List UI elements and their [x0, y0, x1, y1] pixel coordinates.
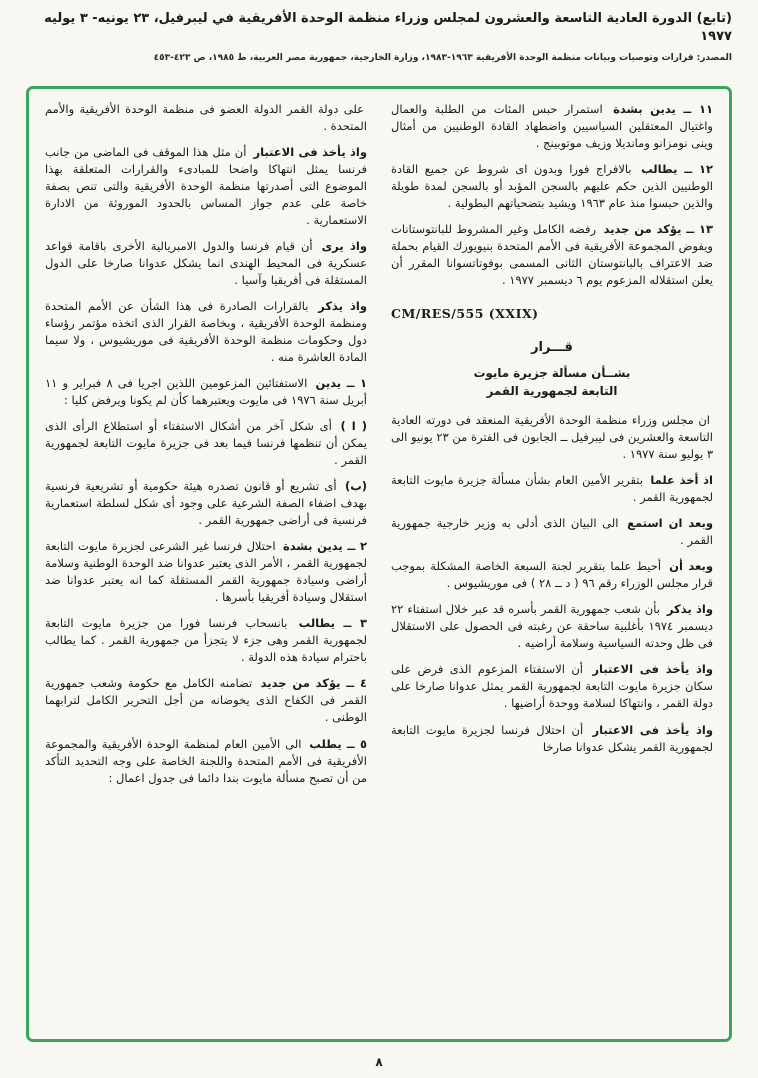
paragraph-lead: ٤ ــ يؤكد من جديد	[260, 676, 367, 691]
operative-item-5	[45, 736, 367, 787]
item-text: رفضه الكامل وغير المشروط للبانتوستانات ويفوض المجموعة الأفريقية فى الأمم المتحدة بنيويورك القيام بحملة ضد الاعتراف بالبانتوستان الثانى المسمى بوفوتاتسوانا المقرر أن يعلن استقلاله المزعوم يوم ٦ ديسمبر ١٩٧٧ .	[391, 222, 713, 288]
paragraph-lead: ١ ــ يدين	[315, 376, 368, 391]
preamble-paragraph	[391, 601, 713, 652]
paragraph-text: أى شكل آخر من أشكال الاستفتاء أو استطلاع الرأى الذى يمكن أن تنظمها فرنسا فيما بعد فى جزيرة مايوت التابعة لجمهورية القمر .	[45, 419, 367, 468]
paragraph-text: احتلال فرنسا غير الشرعى لجزيرة مايوت التابعة لجمهورية القمر ، الأمر الذى يعتبر عدوانا ضد الوحدة الوطنية وسلامة أراضى وسيادة جمهورية القمر المستقلة كما انه يعتبر عدوانا ضد استقلال وسيادة أفريقيا بأسرها .	[45, 539, 367, 605]
item-text: استمرار حبس المئات من الطلبة والعمال واغتيال المعتقلين السياسيين واضطهاد القادة الوطنيين من أمثال وينى نومزانو ومانديلا وزيف موتوبينج .	[391, 102, 713, 151]
paragraph-lead: واذ يأخذ فى الاعتبار	[592, 722, 713, 737]
right-column	[391, 101, 713, 1027]
item-lead: ١١ ــ يدين بشدة	[613, 102, 714, 116]
paragraph-lead: واذ يرى	[321, 239, 367, 254]
operative-item-4	[45, 675, 367, 726]
paragraph-lead: وبعد أن	[669, 559, 713, 574]
item-lead: ١٢ ــ يطالب	[641, 162, 713, 177]
preamble-paragraph	[391, 515, 713, 549]
paragraph-text: الاستفتائين المزعومين اللذين اجريا فى ٨ فبراير و ١١ أبريل سنة ١٩٧٦ فى مايوت ويعتبرهما كأن لم يكونا ويرفض كليا :	[45, 376, 367, 408]
page-number: ٨	[375, 1055, 383, 1069]
preamble-paragraph	[391, 558, 713, 592]
paragraph-text: بأن شعب جمهورية القمر بأسره قد عبر خلال استفتاء ٢٢ ديسمبر ١٩٧٤ بأغلبية ساحقة عن رغبته فى الحصول على الاستقلال فى ظل وحدته السياسية وسلامة أراضيه .	[391, 602, 713, 651]
operative-item-3	[45, 615, 367, 666]
preamble-paragraph	[45, 238, 367, 289]
paragraph-text: بتقرير الأمين العام بشأن مسألة جزيرة مايوت التابعة لجمهورية القمر .	[391, 473, 713, 505]
header-title: (تابع) الدورة العادية التاسعة والعشرون لمجلس وزراء منظمة الوحدة الأفريقية في ليبرفيل، ٢٣ يونيه- ٣ يوليه ١٩٧٧	[44, 11, 732, 45]
paragraph-text: بانسحاب فرنسا فورا من جزيرة مايوت التابعة لجمهورية القمر وهى جزء لا يتجزأ من جمهورية القمر . كما يطالب باحترام سيادة هذه الدولة .	[45, 616, 367, 665]
paragraph-lead: واذ يذكر	[318, 299, 367, 314]
paragraph-lead: ٣ ــ يطالب	[298, 616, 368, 631]
operative-item-1	[45, 375, 367, 409]
document-green-frame	[26, 86, 732, 1042]
preamble-paragraph	[45, 298, 367, 366]
paragraph-text: أحيط علما بتقرير لجنة السبعة الخاصة المشكلة بموجب قرار مجلس الوزراء رقم ٩٦ ( د ــ ٢٨ ) فى موريشيوس .	[391, 559, 713, 591]
resolution-subheading-line1: بشــأن مسألة جزيرة مايوت	[473, 365, 631, 380]
left-column	[45, 101, 367, 1027]
paragraph-lead: ٢ ــ يدين بشدة	[282, 539, 368, 554]
preamble-paragraph	[45, 144, 367, 229]
paragraph-text: أن قيام فرنسا والدول الامبريالية الأخرى باقامة قواعد عسكرية فى المحيط الهندى انما يشكل عدوانا صارخا على الدول المستقلة فى أفريقيا وآسيا .	[45, 239, 367, 288]
item-text: بالافراج فورا وبدون اى شروط عن جميع القادة الوطنيين الذين حكم عليهم بالسجن المؤبد أو بالسجن لمدة طويلة والذين حبسوا منذ عام ١٩٦٣ ويشيد بتضحياتهم البطولية .	[391, 162, 713, 211]
resolution-subheading-line2: التابعة لجمهورية القمر	[486, 383, 618, 398]
paragraph-lead: (ب)	[344, 479, 368, 494]
operative-subitem-b	[45, 478, 367, 529]
paragraph-text: أن الاستفتاء المزعوم الذى فرض على سكان جزيرة مايوت التابعة لجمهورية القمر يمثل عدوانا صارخا على دولة القمر ، وانتهاكا لسلامة ووحدة أراضيها .	[391, 662, 713, 711]
item-lead: ١٣ ــ يؤكد من جديد	[603, 222, 714, 237]
resolution-item-12	[391, 161, 713, 212]
paragraph-lead: واذ يأخذ فى الاعتبار	[592, 662, 713, 677]
paragraph-text: أن احتلال فرنسا لجزيرة مايوت التابعة لجمهورية القمر يشكل عدوانا صارخا	[391, 722, 713, 754]
resolution-item-13	[391, 221, 713, 289]
paragraph-lead: واذ يذكر	[666, 602, 714, 617]
paragraph-text: الى البيان الذى أدلى به وزير خارجية جمهورية القمر .	[391, 516, 713, 548]
header-source-line: المصدر: قرارات وتوصيات وبيانات منظمة الوحدة الأفريقية ١٩٦٣-١٩٨٣، وزارة الخارجية، جمهورية مصر العربية، ط ١٩٨٥، ص ٤٢٣-٤٥٣	[153, 53, 732, 64]
preamble-paragraph	[391, 661, 713, 712]
paragraph-text: بالقرارات الصادرة فى هذا الشأن عن الأمم المتحدة ومنظمة الوحدة الأفريقية ، وبخاصة القرار الذى اتخذه مؤتمر رؤساء دول وحكومات منظمة الوحدة الأفريقية فى موريشيوس ، ولا سيما المادة العاشرة منه .	[45, 299, 367, 365]
operative-item-2	[45, 538, 367, 606]
preamble-paragraph	[391, 472, 713, 506]
operative-subitem-a	[45, 418, 367, 469]
paragraph-text: أى تشريع أو قانون تصدره هيئة حكومية أو تشريعية فرنسية بهدف اضفاء الصفة الشرعية على وجود أى شكل لسلطة استعمارية فرنسية فى أراضى جمهورية القمر .	[45, 479, 367, 528]
paragraph-lead: وبعد ان استمع	[627, 516, 713, 531]
page-header	[0, 0, 758, 63]
paragraph-lead: واذ يأخذ فى الاعتبار	[253, 145, 367, 160]
resolution-subheading	[391, 365, 713, 400]
preamble-paragraph	[391, 722, 713, 756]
paragraph-lead: ٥ ــ يطلب	[309, 736, 367, 751]
two-column-layout	[45, 101, 713, 1027]
paragraph-text: أن مثل هذا الموقف فى الماضى من جانب فرنسا يمثل انتهاكا واضحا للمبادىء والقرارات المتعلقة بهذا الموضوع التى أصدرتها منظمة الوحدة الأفريقية والتى تنص بصفة خاصة على عدم جواز المساس بالحدود الموروثة من الادارة الاستعمارية .	[45, 145, 367, 228]
document-reference-number: CM/RES/555 (XXIX)	[391, 306, 539, 322]
paragraph-text: ان مجلس وزراء منظمة الوحدة الأفريقية المنعقد فى دورته العادية التاسعة والعشرين فى ليبرفيل ــ الجابون فى الفترة من ٢٣ يونيو الى ٣ يوليو سنة ١٩٧٧ .	[391, 413, 713, 462]
paragraph-lead: اذ أخذ علما	[650, 473, 713, 488]
resolution-heading: قـــرار	[531, 339, 573, 355]
continuation-paragraph	[45, 101, 367, 135]
paragraph-lead: ( ا )	[340, 419, 368, 434]
paragraph-text: على دولة القمر الدولة العضو فى منظمة الوحدة الأفريقية والأمم المتحدة .	[45, 102, 367, 134]
resolution-item-11	[391, 101, 713, 152]
paragraph-text: تضامنه الكامل مع حكومة وشعب جمهورية القمر فى الكفاح الذى يخوضانه من أجل التحرير الكامل لترابهما الوطنى .	[45, 676, 367, 725]
preamble-paragraph	[391, 412, 713, 463]
paragraph-text: الى الأمين العام لمنظمة الوحدة الأفريقية والمجموعة الأفريقية فى الأمم المتحدة واللجنة الخاصة على وجه التحديد التأكد من أن تصبح مسألة مايوت بندا دائما فى جدول اعمال :	[45, 736, 367, 785]
